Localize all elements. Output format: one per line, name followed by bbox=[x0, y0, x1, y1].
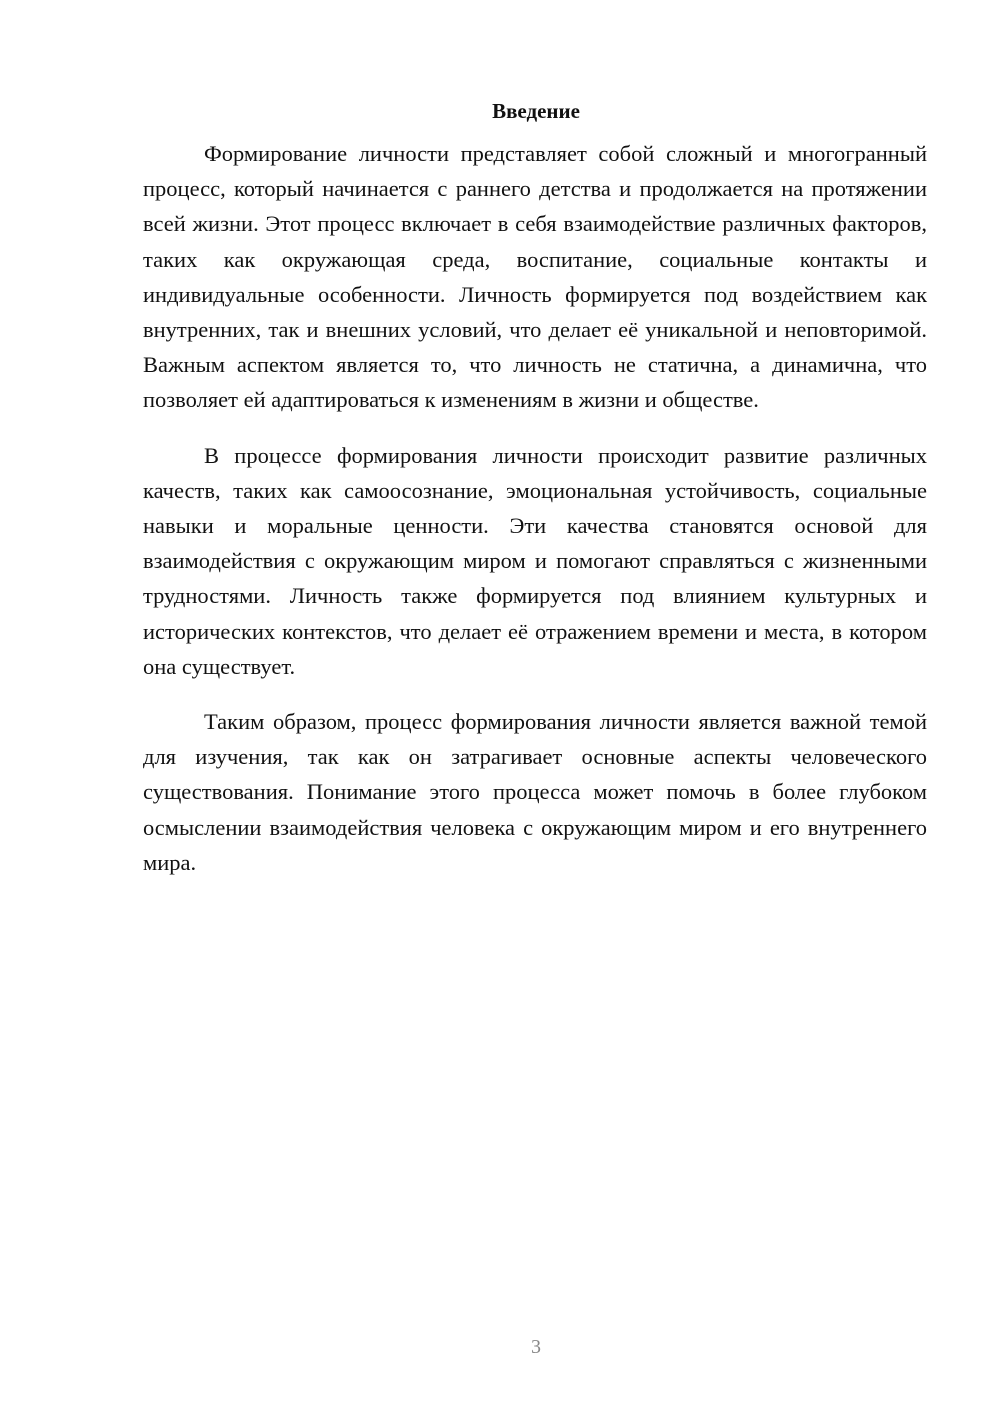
page-number: 3 bbox=[531, 1336, 541, 1358]
page-content bbox=[143, 96, 927, 900]
paragraph-3: Таким образом, процесс формирования личности является важной темой для изучения, так как он затрагивает основные аспекты человеческого существования. Понимание этого процесса может помочь в более глубоком осмыслении взаимодействия человека с окружающим миром и его внутреннего мира. bbox=[143, 709, 927, 875]
paragraph-1: Формирование личности представляет собой сложный и многогранный процесс, который начинается с раннего детства и продолжается на протяжении всей жизни. Этот процесс включает в себя взаимодействие различных факторов, таких как окружающая среда, воспитание, социальные контакты и индивидуальные особенности. Личность формируется под воздействием как внутренних, так и внешних условий, что делает её уникальной и неповторимой. Важным аспектом является то, что личность не статична, а динамична, что позволяет ей адаптироваться к изменениям в жизни и обществе. bbox=[143, 141, 927, 413]
paragraph-2: В процессе формирования личности происходит развитие различных качеств, таких как самоосознание, эмоциональная устойчивость, социальные навыки и моральные ценности. Эти качества становятся основой для взаимодействия с окружающим миром и помогают справляться с жизненными трудностями. Личность также формируется под влиянием культурных и исторических контекстов, что делает её отражением времени и места, в котором она существует. bbox=[143, 442, 927, 679]
section-heading: Введение bbox=[492, 99, 580, 123]
